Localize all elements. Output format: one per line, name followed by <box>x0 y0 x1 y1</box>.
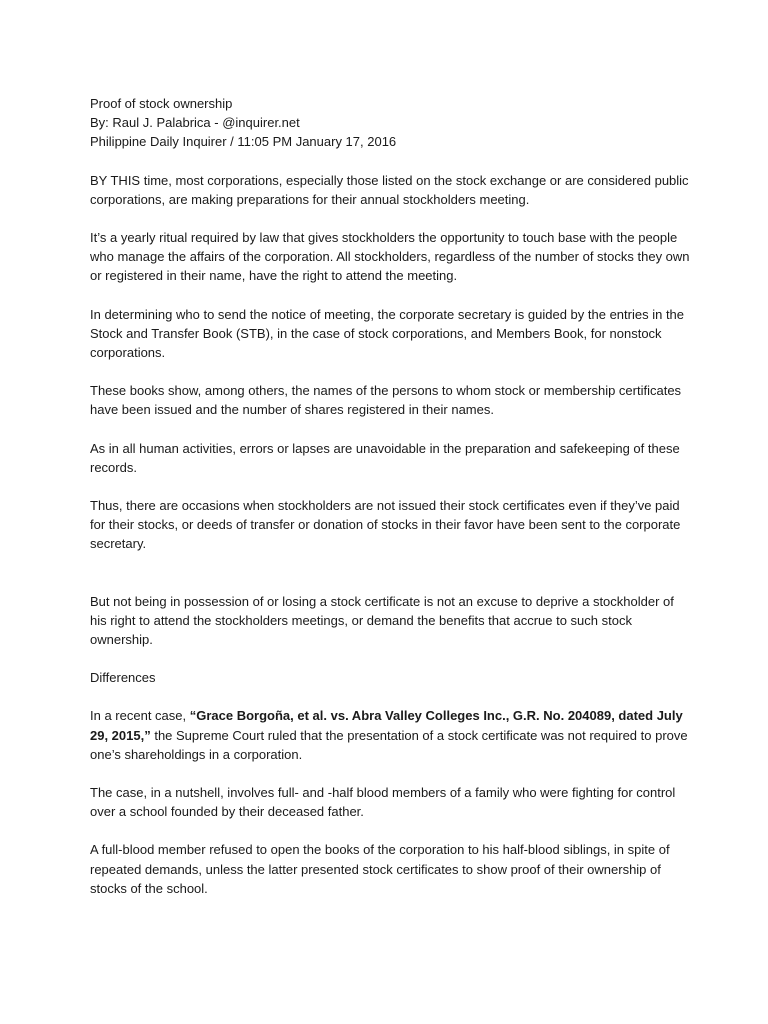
paragraph-2: It’s a yearly ritual required by law that gives stockholders the opportunity to touch base with the people who manage the affairs of the corporation. All stockholders, regardless of the number of stocks they own or registered in their name, have the right to attend the meeting. <box>90 230 690 284</box>
document-page <box>90 94 690 917</box>
paragraph-7: But not being in possession of or losing a stock certificate is not an excuse to deprive a stockholder of his right to attend the stockholders meetings, or demand the benefits that accrue to such stock ownership. <box>90 593 674 648</box>
paragraph-10: A full-blood member refused to open the books of the corporation to his half-blood siblings, in spite of repeated demands, unless the latter presented stock certificates to show proof of their ownership of stocks of the school. <box>90 842 670 896</box>
paragraph-8-suffix: the Supreme Court ruled that the presentation of a stock certificate was not required to prove one’s shareholdings in a corporation. <box>90 727 688 762</box>
paragraph-1: BY THIS time, most corporations, especially those listed on the stock exchange or are considered public corporations, are making preparations for their annual stockholders meeting. <box>90 172 689 207</box>
paragraph-8 <box>90 706 690 764</box>
paragraph-3: In determining who to send the notice of meeting, the corporate secretary is guided by the entries in the Stock and Transfer Book (STB), in the case of stock corporations, and Members Book, for nonstock corporations. <box>90 306 685 361</box>
article-dateline: Philippine Daily Inquirer / 11:05 PM January 17, 2016 <box>90 134 397 150</box>
paragraph-4: These books show, among others, the names of the persons to whom stock or membership certificates have been issued and the number of shares registered in their names. <box>90 383 682 418</box>
paragraph-8-prefix: In a recent case, <box>90 708 190 724</box>
paragraph-5: As in all human activities, errors or lapses are unavoidable in the preparation and safekeeping of these records. <box>90 440 680 475</box>
paragraph-9: The case, in a nutshell, involves full- and -half blood members of a family who were fighting for control over a school founded by their deceased father. <box>90 785 676 820</box>
case-citation: “Grace Borgoña, et al. vs. Abra Valley Colleges Inc., G.R. No. 204089, dated July 29, 2015,” <box>90 708 683 743</box>
article-byline: By: Raul J. Palabrica - @inquirer.net <box>90 115 300 131</box>
paragraph-6: Thus, there are occasions when stockholders are not issued their stock certificates even if they’ve paid for their stocks, or deeds of transfer or donation of stocks in their favor have been sent to the corporate secretary. <box>90 498 681 552</box>
article-header <box>90 94 690 152</box>
article-title: Proof of stock ownership <box>90 96 233 111</box>
section-subheading: Differences <box>90 670 156 686</box>
